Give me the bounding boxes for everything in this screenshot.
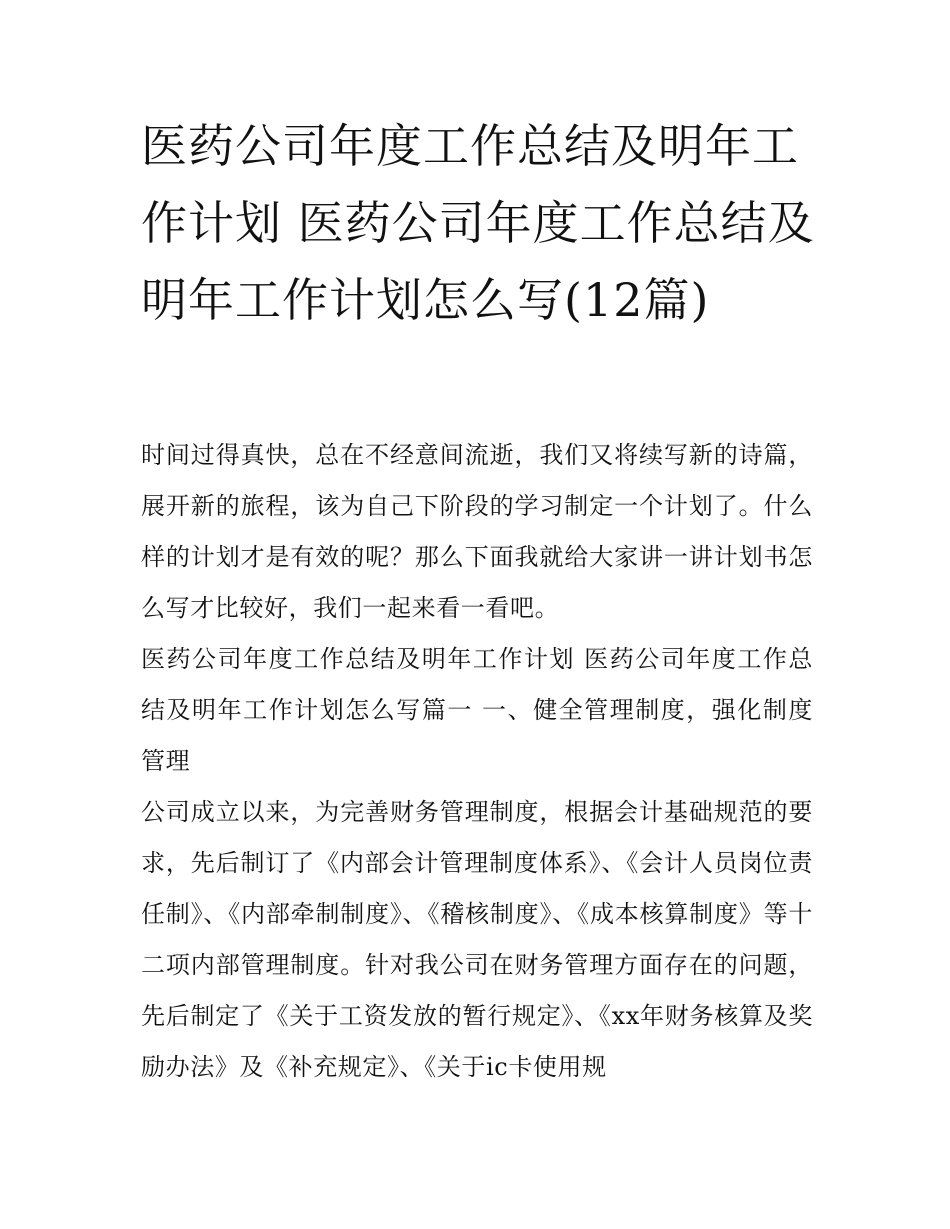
section-heading-paragraph: 医药公司年度工作总结及明年工作计划 医药公司年度工作总结及明年工作计划怎么写篇一 一、健全管理制度，强化制度管理 bbox=[141, 645, 813, 775]
document-body bbox=[141, 430, 813, 1093]
document-title: 医药公司年度工作总结及明年工作计划 医药公司年度工作总结及明年工作计划怎么写(12篇) bbox=[141, 119, 815, 327]
body-paragraph: 公司成立以来，为完善财务管理制度，根据会计基础规范的要求，先后制订了《内部会计管理制度体系》、《会计人员岗位责任制》、《内部牵制制度》、《稽核制度》、《成本核算制度》等十二项内部管理制度。针对我公司在财务管理方面存在的问题，先后制定了《关于工资发放的暂行规定》、《xx年财务核算及奖励办法》及《补充规定》、《关于ic卡使用规 bbox=[141, 798, 813, 1081]
intro-paragraph: 时间过得真快，总在不经意间流逝，我们又将续写新的诗篇，展开新的旅程，该为自己下阶段的学习制定一个计划了。什么样的计划才是有效的呢？那么下面我就给大家讲一讲计划书怎么写才比较好，我们一起来看一看吧。 bbox=[141, 441, 813, 622]
